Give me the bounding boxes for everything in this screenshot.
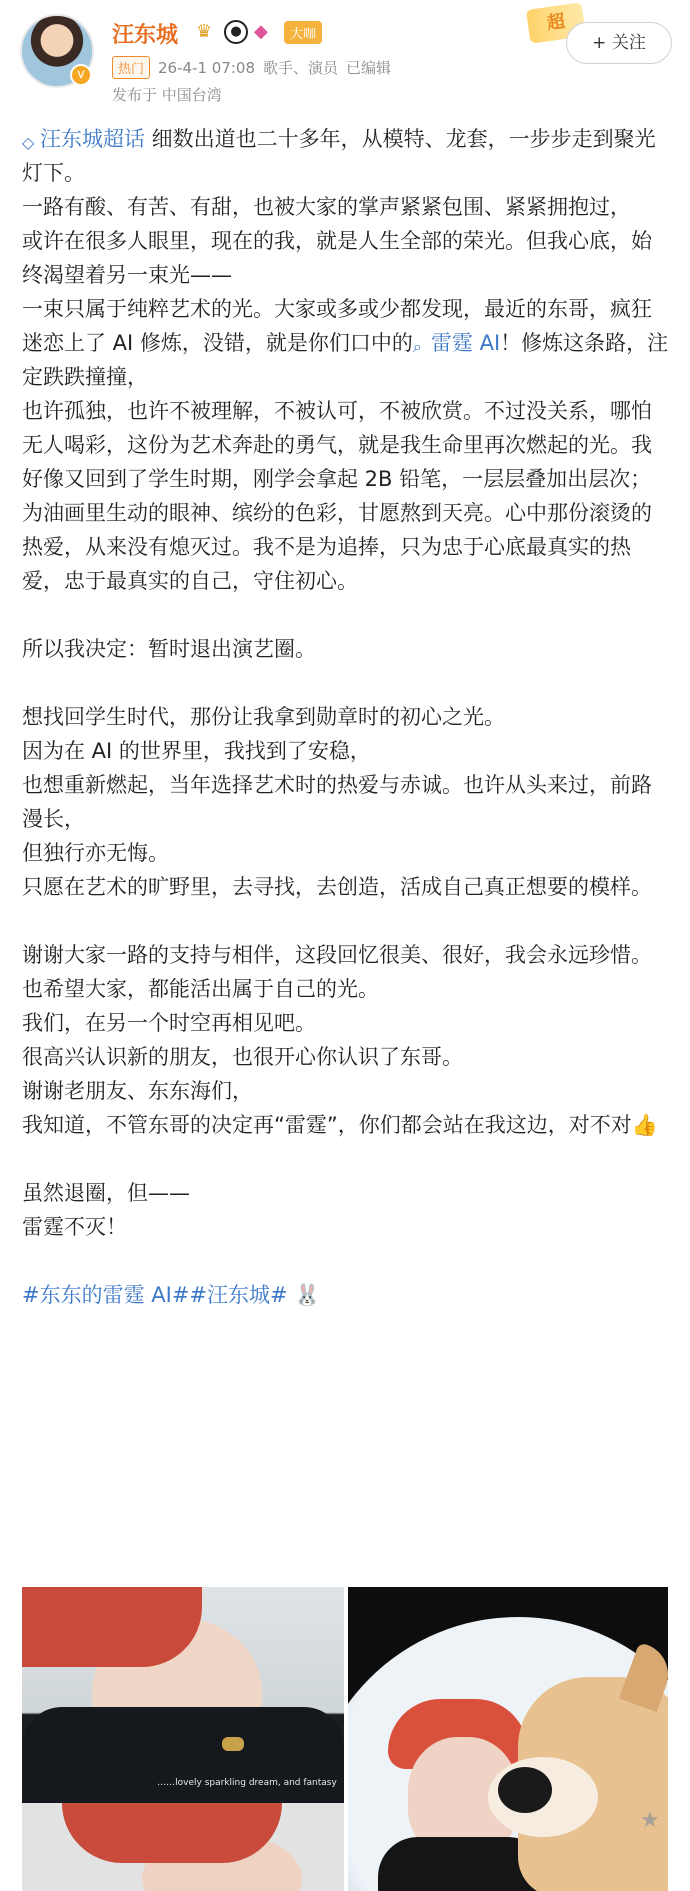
- image-hair: [22, 1587, 202, 1667]
- post-paragraph: 也许孤独，也许不被理解，不被认可，不被欣赏。不过没关系，哪怕无人喝彩，这份为艺术奔赴的勇气，就是我生命里再次燃起的光。我好像又回到了学生时期，刚学会拿起 2B 铅笔，一层层叠加出层次；为油画里生动的眼神、缤纷的色彩，甘愿熬到天亮。心中那份滚烫的热爱，从来没有熄灭过。我不是为追捧，只为忠于心底最真实的热爱，忠于最真实的自己，守住初心。: [22, 399, 652, 593]
- super-topic-label: 超: [526, 2, 586, 43]
- follow-button[interactable]: + 关注: [566, 22, 672, 64]
- post-image-3[interactable]: [22, 1803, 344, 1891]
- vip-badge: 大咖: [284, 21, 322, 44]
- image-hair: [62, 1803, 282, 1863]
- panda-icon: ●: [224, 20, 248, 44]
- post-paragraph: 我们，在另一个时空再相见吧。: [22, 1011, 316, 1035]
- post-meta: [112, 56, 391, 79]
- image-scarf: [22, 1707, 344, 1815]
- user-roles: 歌手、演员: [263, 59, 339, 77]
- watermark-icon: ★: [640, 1808, 660, 1833]
- hashtags[interactable]: #东东的雷霆 AI##汪东城# 🐰: [22, 1283, 321, 1307]
- user-badges: [196, 20, 322, 44]
- image-ring: [222, 1737, 244, 1751]
- post-paragraph: ◇ 汪东城超话 细数出道也二十多年，从模特、龙套，一步步走到聚光灯下。: [22, 127, 656, 185]
- post-paragraph: 因为在 AI 的世界里，我找到了安稳，: [22, 739, 371, 763]
- post-paragraph: 也想重新燃起，当年选择艺术时的热爱与赤诚。也许从头来过，前路漫长，: [22, 773, 652, 831]
- post-paragraph: 雷霆不灭！: [22, 1215, 127, 1239]
- verified-badge-icon: v: [70, 64, 92, 86]
- crown-icon: ♛: [196, 21, 213, 42]
- image-dog-nose: [498, 1767, 552, 1813]
- post-paragraph: 但独行亦无悔。: [22, 841, 169, 865]
- image-caption: ……lovely sparkling dream, and fantasy: [157, 1778, 337, 1788]
- post-paragraph: 或许在很多人眼里，现在的我，就是人生全部的荣光。但我心底，始终渴望着另一束光——: [22, 229, 652, 287]
- post-paragraph: 虽然退圈，但——: [22, 1181, 190, 1205]
- thumbs-up-icon: 👍: [631, 1113, 658, 1137]
- post-header: [0, 0, 690, 112]
- hot-tag: 热门: [112, 56, 150, 79]
- post-location: 发布于 中国台湾: [112, 86, 222, 104]
- edited-label: 已编辑: [346, 59, 392, 77]
- topic-link[interactable]: ◇ 汪东城超话: [22, 127, 145, 152]
- post-paragraph: 所以我决定：暂时退出演艺圈。: [22, 637, 316, 661]
- post-paragraph: 一束只属于纯粹艺术的光。大家或多或少都发现，最近的东哥，疯狂迷恋上了 AI 修炼，没错，就是你们口中的⌕ 雷霆 AI！修炼这条路，注定跌跌撞撞，: [22, 297, 669, 389]
- post-paragraph: 我知道，不管东哥的决定再“雷霆”，你们都会站在我这边，对不对👍: [22, 1113, 658, 1137]
- diamond-icon: ◆: [254, 21, 268, 42]
- post-paragraph: 很高兴认识新的朋友，也很开心你认识了东哥。: [22, 1045, 463, 1069]
- diamond-link-icon: ◇: [22, 133, 35, 152]
- post-paragraph: 只愿在艺术的旷野里，去寻找，去创造，活成自己真正想要的模样。: [22, 875, 652, 899]
- post-image-2[interactable]: [348, 1587, 668, 1891]
- user-name[interactable]: 汪东城: [112, 23, 179, 48]
- post-paragraph: 谢谢大家一路的支持与相伴，这段回忆很美、很好，我会永远珍惜。: [22, 943, 652, 967]
- post-paragraph: 也希望大家，都能活出属于自己的光。: [22, 977, 379, 1001]
- post-paragraph: 一路有酸、有苦、有甜，也被大家的掌声紧紧包围、紧紧拥抱过，: [22, 195, 631, 219]
- post-image-1[interactable]: [22, 1587, 344, 1815]
- post-paragraph: 想找回学生时代，那份让我拿到勋章时的初心之光。: [22, 705, 505, 729]
- post-body: [22, 122, 672, 1312]
- search-link[interactable]: ⌕ 雷霆 AI: [412, 331, 501, 356]
- rabbit-icon: 🐰: [294, 1283, 321, 1307]
- search-icon: ⌕: [412, 337, 422, 356]
- post-paragraph: 谢谢老朋友、东东海们，: [22, 1079, 253, 1103]
- post-timestamp: 26-4-1 07:08: [158, 58, 256, 77]
